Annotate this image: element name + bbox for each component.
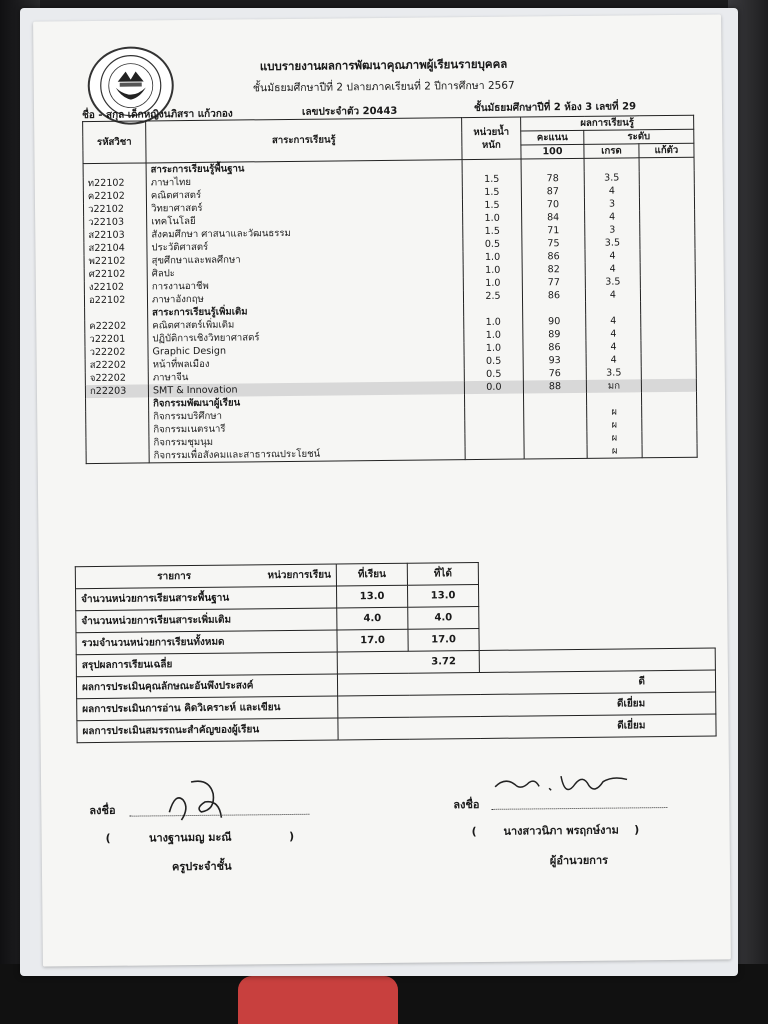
subject-code: พ22102 — [84, 254, 147, 268]
subject-grade: ผ — [587, 418, 642, 432]
subject-code — [85, 306, 148, 320]
subject-credit — [464, 394, 523, 408]
subject-score: 70 — [521, 198, 584, 212]
subject-name: สาระการเรียนรู้เพิ่มเติม — [148, 303, 464, 319]
subject-credit: 0.5 — [464, 368, 523, 382]
director-sign-line — [491, 807, 667, 810]
subject-retake — [641, 301, 696, 315]
subject-name: เทคโนโลยี — [147, 212, 463, 228]
subject-score — [523, 302, 586, 316]
subject-retake — [639, 184, 694, 198]
subject-name: กิจกรรมเนตรนารี — [149, 420, 465, 436]
subject-score — [524, 406, 587, 420]
subject-retake — [640, 249, 695, 263]
subject-code: ค22102 — [83, 189, 146, 203]
subject-code — [86, 423, 149, 437]
student-name-label: ชื่อ - สกุล — [82, 109, 125, 122]
basic-units-earned: 13.0 — [407, 584, 478, 607]
grade-rows — [83, 157, 697, 463]
subject-score — [524, 419, 587, 433]
summary-spacer — [478, 582, 714, 606]
report-title-block — [223, 52, 543, 99]
subject-score: 75 — [522, 237, 585, 251]
subject-retake — [640, 223, 695, 237]
subject-code: ค22202 — [85, 319, 148, 333]
subject-retake — [640, 275, 695, 289]
total-units-earned: 17.0 — [408, 628, 479, 651]
subject-retake — [642, 418, 697, 432]
basic-units-label: จำนวนหน่วยการเรียนสาระพื้นฐาน — [76, 586, 337, 611]
subject-name: ปฏิบัติการเชิงวิทยาศาสตร์ — [148, 329, 464, 345]
grades-table — [82, 115, 698, 464]
subject-credit: 1.0 — [464, 342, 523, 356]
subject-name: การงานอาชีพ — [147, 277, 463, 293]
report-title: แบบรายงานผลการพัฒนาคุณภาพผู้เรียนรายบุคคล — [259, 56, 508, 74]
teacher-sign-label: ลงชื่อ — [89, 803, 116, 818]
col-code-header: รหัสวิชา — [83, 121, 146, 164]
subject-retake — [641, 379, 696, 393]
director-name: นางสาวนิภา พรฤกษ์งาม — [503, 823, 619, 838]
subject-grade: ผ — [587, 405, 642, 419]
col-score-max: 100 — [521, 144, 584, 159]
col-results-header: ผลการเรียนรู้ — [521, 115, 694, 131]
col-retake-header: แก้ตัว — [639, 143, 694, 158]
class-info: ชั้นมัธยมศึกษาปีที่ 2 ห้อง 3 เลขที่ 29 — [473, 101, 637, 115]
subject-grade: มก — [586, 379, 641, 393]
subject-code: ว22102 — [83, 202, 146, 216]
subject-score: 93 — [523, 354, 586, 368]
total-units-label: รวมจำนวนหน่วยการเรียนทั้งหมด — [76, 630, 337, 655]
subject-name: ภาษาไทย — [146, 173, 462, 189]
subject-score: 86 — [522, 250, 585, 264]
col-grade-header: เกรด — [584, 144, 639, 159]
subject-score — [521, 158, 584, 172]
subject-credit: 1.0 — [463, 251, 522, 265]
summary-items-header — [75, 564, 336, 589]
subject-retake — [642, 405, 697, 419]
subject-name: กิจกรรมชุมนุม — [149, 433, 465, 449]
subject-name: ศิลปะ — [147, 264, 463, 280]
subject-retake — [641, 314, 696, 328]
subject-credit — [465, 420, 524, 434]
subject-grade: 4 — [586, 353, 641, 367]
subject-grade: 4 — [585, 262, 640, 276]
subject-grade: 4 — [585, 288, 640, 302]
earned-header: ที่ได้ — [407, 562, 478, 585]
subject-score: 77 — [522, 276, 585, 290]
subject-retake — [640, 288, 695, 302]
subject-grade — [584, 158, 639, 172]
subject-code: ก22203 — [85, 384, 148, 398]
subject-score — [524, 445, 587, 459]
subject-code: ว22103 — [84, 215, 147, 229]
subject-name: วิทยาศาสตร์ — [146, 199, 462, 215]
subject-credit: 1.5 — [462, 199, 521, 213]
subject-code — [83, 163, 146, 177]
subject-name: ประวัติศาสตร์ — [147, 238, 463, 254]
subject-score: 87 — [521, 185, 584, 199]
subject-code: ว22202 — [85, 345, 148, 359]
subject-retake — [641, 366, 696, 380]
teacher-signature-scribble — [161, 772, 232, 831]
subject-grade: 3 — [585, 223, 640, 237]
subject-retake — [639, 197, 694, 211]
subject-name: ภาษาจีน — [148, 368, 464, 384]
subject-score: 82 — [522, 263, 585, 277]
subject-name: ภาษาอังกฤษ — [147, 290, 463, 306]
subject-name: สังคมศึกษา ศาสนาและวัฒนธรรม — [147, 225, 463, 241]
subject-credit — [465, 407, 524, 421]
subject-score: 84 — [522, 211, 585, 225]
student-id-label: เลขประจำตัว — [301, 106, 360, 118]
extra-units-enrolled: 4.0 — [337, 607, 408, 630]
col-subject-header: สาระการเรียนรู้ — [146, 118, 462, 163]
subject-grade: 3.5 — [585, 236, 640, 250]
subject-retake — [641, 340, 696, 354]
subject-name: สาระการเรียนรู้พื้นฐาน — [146, 160, 462, 177]
subject-code: ส22202 — [85, 358, 148, 372]
subject-grade: 4 — [586, 340, 641, 354]
competency-result: ดีเยี่ยม — [338, 714, 716, 740]
subject-score: 90 — [523, 315, 586, 329]
subject-code: จ22202 — [85, 371, 148, 385]
subject-score: 78 — [521, 172, 584, 186]
col-level-header: ระดับ — [584, 129, 694, 144]
student-name: เด็กหญิงนภิสรา แก้วกอง — [127, 108, 233, 121]
director-role: ผู้อำนวยการ — [549, 853, 609, 868]
subject-credit: 1.0 — [463, 277, 522, 291]
subject-credit: 1.5 — [462, 186, 521, 200]
subject-credit: 0.0 — [464, 381, 523, 395]
subject-credit: 0.5 — [464, 355, 523, 369]
subject-code: ง22102 — [84, 280, 147, 294]
subject-code: ท22102 — [83, 176, 146, 190]
subject-code — [86, 436, 149, 450]
subject-retake — [640, 236, 695, 250]
gpa-blank-right — [479, 648, 715, 672]
basic-units-enrolled: 13.0 — [336, 585, 407, 608]
subject-code: ส22104 — [84, 241, 147, 255]
student-id: 20443 — [362, 105, 398, 118]
subject-credit: 1.0 — [464, 316, 523, 330]
subject-credit: 1.5 — [463, 225, 522, 239]
summary-table — [75, 560, 717, 744]
subject-credit: 1.5 — [462, 173, 521, 187]
col-credit-header: หน่วยน้ำหนัก — [462, 117, 521, 160]
subject-name: กิจกรรมบริศึกษา — [149, 407, 465, 423]
reading-result: ดีเยี่ยม — [338, 692, 716, 718]
subject-score: 71 — [522, 224, 585, 238]
subject-credit: 1.0 — [464, 329, 523, 343]
col-score-header: คะแนน — [521, 130, 584, 145]
total-units-enrolled: 17.0 — [337, 629, 408, 652]
subject-score — [523, 393, 586, 407]
subject-credit: 2.5 — [463, 290, 522, 304]
subject-grade — [586, 392, 641, 406]
subject-retake — [642, 444, 697, 458]
subject-retake — [639, 157, 694, 171]
enrolled-header: ที่เรียน — [336, 563, 407, 586]
competency-label: ผลการประเมินสมรรถนะสำคัญของผู้เรียน — [77, 718, 338, 743]
characteristics-result: ดี — [337, 670, 715, 696]
subject-name: Graphic Design — [148, 342, 464, 358]
subject-score — [524, 432, 587, 446]
subject-credit — [465, 433, 524, 447]
items-label: รายการ — [157, 571, 192, 583]
director-signature-scribble — [491, 763, 641, 805]
summary-spacer — [478, 560, 714, 584]
subject-score: 86 — [523, 341, 586, 355]
subject-code — [86, 410, 149, 424]
subject-grade: 4 — [586, 314, 641, 328]
subject-score: 89 — [523, 328, 586, 342]
subject-code — [86, 397, 149, 411]
subject-name: คณิตศาสตร์เพิ่มเติม — [148, 316, 464, 332]
subject-retake — [642, 431, 697, 445]
subject-grade: 4 — [586, 327, 641, 341]
extra-units-label: จำนวนหน่วยการเรียนสาระเพิ่มเติม — [76, 608, 337, 633]
teacher-role: ครูประจำชั้น — [171, 859, 232, 874]
subject-name: กิจกรรมพัฒนาผู้เรียน — [149, 394, 465, 410]
subject-name: คณิตศาสตร์ — [146, 186, 462, 202]
subject-retake — [641, 327, 696, 341]
characteristics-label: ผลการประเมินคุณลักษณะอันพึงประสงค์ — [76, 674, 337, 699]
subject-name: SMT & Innovation — [148, 381, 464, 397]
subject-code: ว22201 — [85, 332, 148, 346]
extra-units-earned: 4.0 — [408, 606, 479, 629]
subject-name: หน้าที่พลเมือง — [148, 355, 464, 371]
reading-label: ผลการประเมินการอ่าน คิดวิเคราะห์ และเขียน — [77, 696, 338, 721]
subject-code: ส22103 — [84, 228, 147, 242]
subject-grade: 3.5 — [586, 366, 641, 380]
subject-grade: 3.5 — [584, 171, 639, 185]
subject-credit — [464, 303, 523, 317]
units-label: หน่วยการเรียน — [267, 569, 331, 582]
subject-grade: ผ — [587, 431, 642, 445]
subject-grade: 3 — [584, 197, 639, 211]
subject-code — [86, 449, 149, 463]
gpa-label: สรุปผลการเรียนเฉลี่ย — [76, 652, 337, 677]
subject-grade: 4 — [585, 210, 640, 224]
subject-retake — [640, 210, 695, 224]
subject-name: สุขศึกษาและพลศึกษา — [147, 251, 463, 267]
subject-score: 76 — [523, 367, 586, 381]
report-document — [33, 14, 731, 966]
subject-retake — [641, 392, 696, 406]
subject-grade: ผ — [587, 444, 642, 458]
teacher-name-row: ( นางฐานมญ มะณี ) — [105, 829, 295, 845]
subject-grade: 4 — [585, 249, 640, 263]
subject-code: อ22102 — [84, 293, 147, 307]
subject-score: 88 — [523, 380, 586, 394]
subject-retake — [639, 171, 694, 185]
report-subtitle: ชั้นมัธยมศึกษาปีที่ 2 ปลายภาคเรียนที่ 2 ปีการศึกษา 2567 — [252, 79, 515, 95]
red-object — [238, 976, 398, 1024]
subject-credit — [462, 159, 521, 173]
summary-spacer — [479, 604, 715, 628]
gpa-blank — [337, 651, 408, 674]
subject-credit: 0.5 — [463, 238, 522, 252]
director-name-row: ( นางสาวนิภา พรฤกษ์งาม ) — [471, 823, 640, 839]
subject-code: ศ22102 — [84, 267, 147, 281]
subject-retake — [641, 353, 696, 367]
subject-name: กิจกรรมเพื่อสังคมและสาธารณประโยชน์ — [149, 446, 465, 463]
subject-credit — [465, 446, 524, 460]
subject-retake — [640, 262, 695, 276]
subject-score: 86 — [522, 289, 585, 303]
subject-grade: 4 — [584, 184, 639, 198]
gpa-value: 3.72 — [408, 650, 479, 673]
subject-credit: 1.0 — [463, 264, 522, 278]
subject-credit: 1.0 — [463, 212, 522, 226]
director-sign-label: ลงชื่อ — [453, 797, 480, 812]
subject-grade: 3.5 — [585, 275, 640, 289]
subject-grade — [586, 301, 641, 315]
teacher-name: นางฐานมญ มะณี — [148, 830, 232, 845]
summary-spacer — [479, 626, 715, 650]
